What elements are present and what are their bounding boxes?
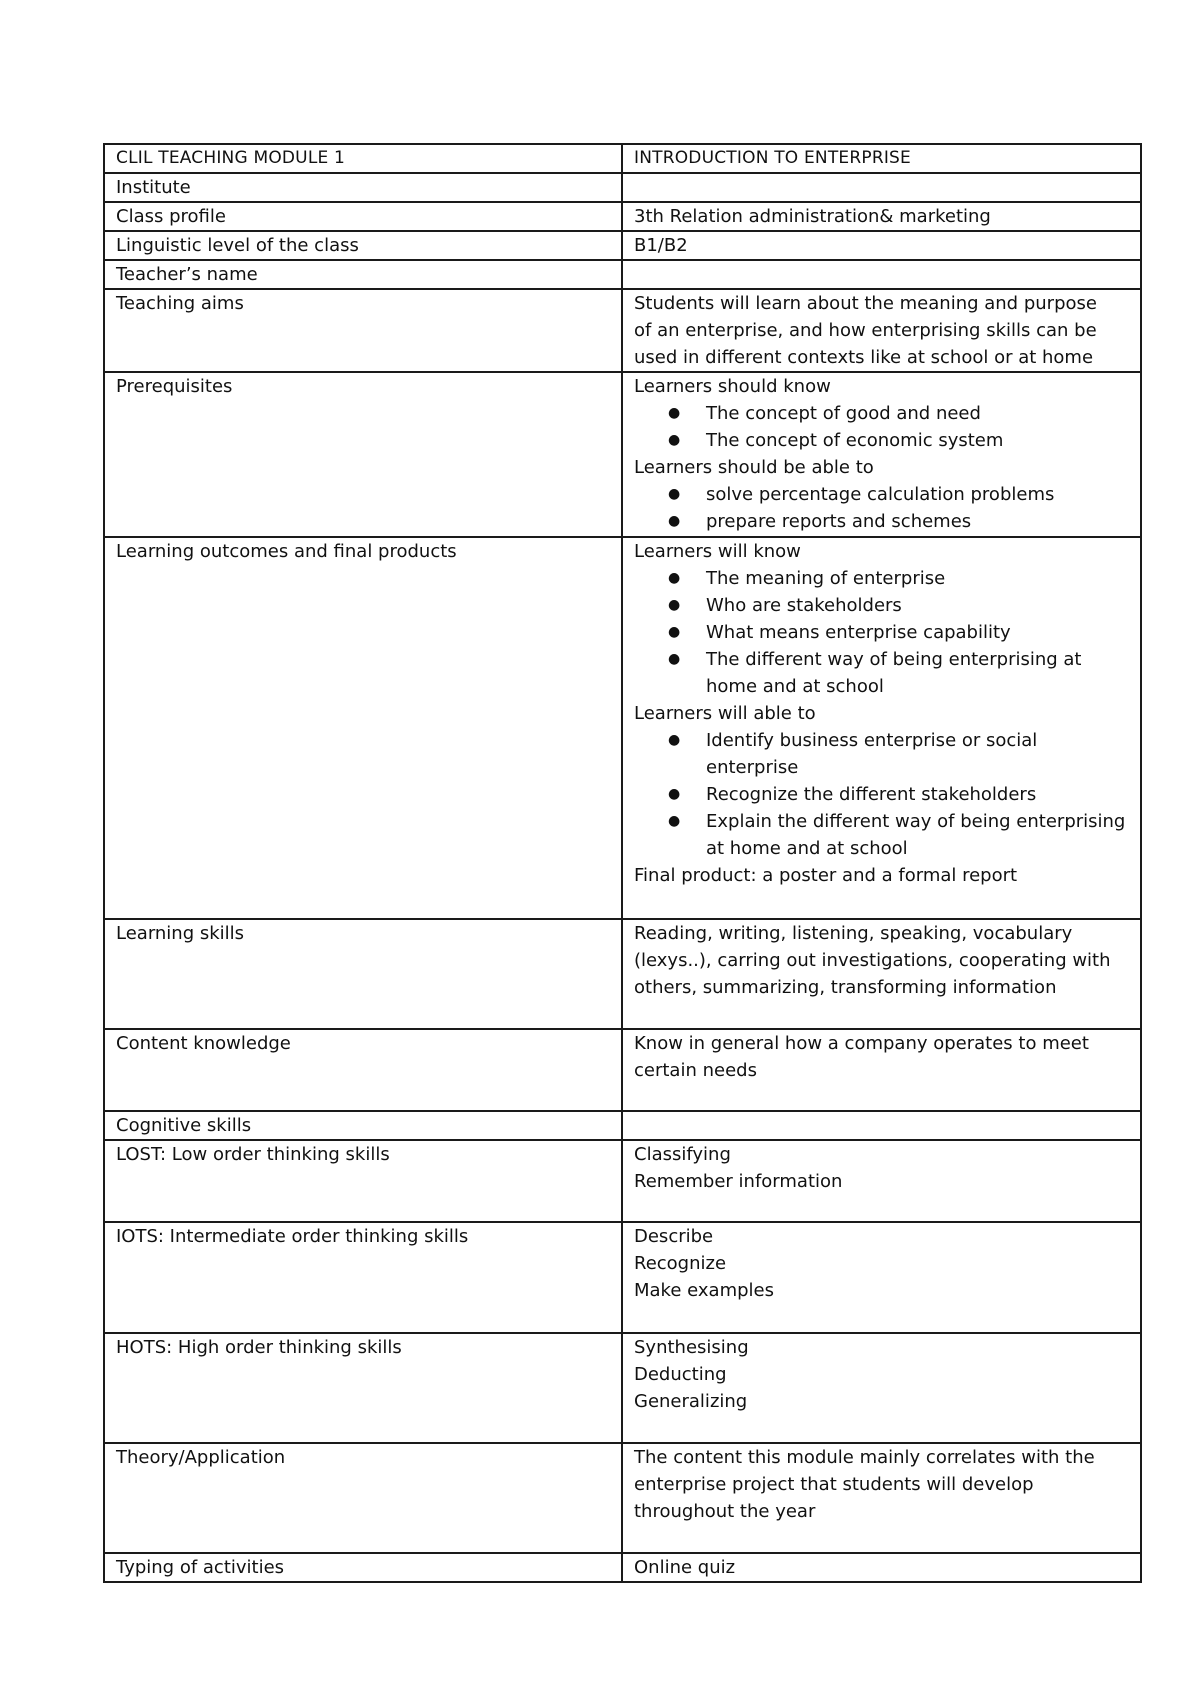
hots-value <box>622 1333 1141 1443</box>
table-row-cognitive-skills <box>104 1111 1141 1140</box>
theory-application-line: The content this module mainly correlates with the <box>634 1447 1095 1468</box>
cognitive-skills-value <box>622 1111 1141 1140</box>
cognitive-skills-label: Cognitive skills <box>104 1111 622 1140</box>
iots-value <box>622 1222 1141 1333</box>
list-item: ● solve percentage calculation problems <box>634 481 1130 508</box>
prerequisites-able-list <box>634 481 1130 535</box>
theory-application-line: throughout the year <box>634 1501 816 1522</box>
typing-activities-label: Typing of activities <box>104 1553 622 1582</box>
table-row-class-profile <box>104 202 1141 231</box>
learning-outcomes-value <box>622 537 1141 919</box>
theory-application-label: Theory/Application <box>104 1443 622 1553</box>
teaching-aims-line: of an enterprise, and how enterprising skills can be <box>634 320 1097 341</box>
bullet-icon: ● <box>668 570 681 586</box>
learning-skills-label: Learning skills <box>104 919 622 1029</box>
class-profile-label: Class profile <box>104 202 622 231</box>
learning-skills-line: others, summarizing, transforming information <box>634 977 1057 998</box>
theory-application-line: enterprise project that students will develop <box>634 1474 1034 1495</box>
list-item: ● Explain the different way of being enterprising at home and at school <box>634 808 1130 862</box>
lots-line: Remember information <box>634 1171 843 1192</box>
theory-application-value <box>622 1443 1141 1553</box>
list-item: ● The meaning of enterprise <box>634 565 1130 592</box>
hots-line: Synthesising <box>634 1337 749 1358</box>
learning-skills-line: Reading, writing, listening, speaking, vocabulary <box>634 923 1073 944</box>
table-row-prerequisites <box>104 372 1141 537</box>
list-item: ● Who are stakeholders <box>634 592 1130 619</box>
prerequisites-label: Prerequisites <box>104 372 622 537</box>
lots-line: Classifying <box>634 1144 731 1165</box>
teaching-aims-line: used in different contexts like at school or at home <box>634 347 1094 368</box>
teaching-aims-value <box>622 289 1141 372</box>
list-item: ● What means enterprise capability <box>634 619 1130 646</box>
learning-outcomes-know-list <box>634 565 1130 700</box>
prerequisites-know-list <box>634 400 1130 454</box>
lots-value <box>622 1140 1141 1222</box>
hots-label: HOTS: High order thinking skills <box>104 1333 622 1443</box>
list-item: ● prepare reports and schemes <box>634 508 1130 535</box>
bullet-icon: ● <box>668 651 681 667</box>
list-item: ● The different way of being enterprising at home and at school <box>634 646 1130 700</box>
prerequisites-know-intro: Learners should know <box>634 376 831 397</box>
list-item: ● The concept of good and need <box>634 400 1130 427</box>
prerequisites-value <box>622 372 1141 537</box>
bullet-icon: ● <box>668 597 681 613</box>
bullet-icon: ● <box>668 624 681 640</box>
content-knowledge-value <box>622 1029 1141 1111</box>
table-row-theory-application <box>104 1443 1141 1553</box>
learning-outcomes-know-intro: Learners will know <box>634 541 801 562</box>
learning-skills-value <box>622 919 1141 1029</box>
hots-line: Generalizing <box>634 1391 748 1412</box>
hots-line: Deducting <box>634 1364 727 1385</box>
learning-skills-line: (lexys..), carring out investigations, cooperating with <box>634 950 1111 971</box>
learning-outcomes-able-list <box>634 727 1130 862</box>
bullet-icon: ● <box>668 813 681 829</box>
iots-label: IOTS: Intermediate order thinking skills <box>104 1222 622 1333</box>
teaching-aims-label: Teaching aims <box>104 289 622 372</box>
table-row-teaching-aims <box>104 289 1141 372</box>
content-knowledge-label: Content knowledge <box>104 1029 622 1111</box>
table-row-iots <box>104 1222 1141 1333</box>
bullet-icon: ● <box>668 732 681 748</box>
module-title-cell: CLIL TEACHING MODULE 1 <box>104 144 622 173</box>
prerequisites-able-intro: Learners should be able to <box>634 457 874 478</box>
typing-activities-value: Online quiz <box>622 1553 1141 1582</box>
iots-line: Recognize <box>634 1253 727 1274</box>
table-row-lots <box>104 1140 1141 1222</box>
list-item: ● The concept of economic system <box>634 427 1130 454</box>
content-knowledge-line: Know in general how a company operates to meet <box>634 1033 1089 1054</box>
table-row-teacher-name <box>104 260 1141 289</box>
bullet-icon: ● <box>668 405 681 421</box>
learning-outcomes-label: Learning outcomes and final products <box>104 537 622 919</box>
iots-line: Make examples <box>634 1280 774 1301</box>
table-row-content-knowledge <box>104 1029 1141 1111</box>
module-topic-cell: INTRODUCTION TO ENTERPRISE <box>622 144 1141 173</box>
teaching-aims-line: Students will learn about the meaning and purpose <box>634 293 1097 314</box>
table-row-typing-activities <box>104 1553 1141 1582</box>
table-row-header <box>104 144 1141 173</box>
linguistic-level-value: B1/B2 <box>622 231 1141 260</box>
teacher-name-value <box>622 260 1141 289</box>
institute-value <box>622 173 1141 202</box>
table-row-learning-outcomes <box>104 537 1141 919</box>
table-row-learning-skills <box>104 919 1141 1029</box>
module-table <box>103 143 1142 1583</box>
bullet-icon: ● <box>668 513 681 529</box>
bullet-icon: ● <box>668 486 681 502</box>
table-row-hots <box>104 1333 1141 1443</box>
table-row-institute <box>104 173 1141 202</box>
linguistic-level-label: Linguistic level of the class <box>104 231 622 260</box>
list-item: ● Identify business enterprise or social enterprise <box>634 727 1130 781</box>
bullet-icon: ● <box>668 786 681 802</box>
table-row-linguistic-level <box>104 231 1141 260</box>
iots-line: Describe <box>634 1226 714 1247</box>
institute-label: Institute <box>104 173 622 202</box>
bullet-icon: ● <box>668 432 681 448</box>
content-knowledge-line: certain needs <box>634 1060 757 1081</box>
class-profile-value: 3th Relation administration& marketing <box>622 202 1141 231</box>
list-item: ● Recognize the different stakeholders <box>634 781 1130 808</box>
lots-label: LOST: Low order thinking skills <box>104 1140 622 1222</box>
final-product-line: Final product: a poster and a formal report <box>634 865 1018 886</box>
teacher-name-label: Teacher’s name <box>104 260 622 289</box>
learning-outcomes-able-intro: Learners will able to <box>634 703 816 724</box>
